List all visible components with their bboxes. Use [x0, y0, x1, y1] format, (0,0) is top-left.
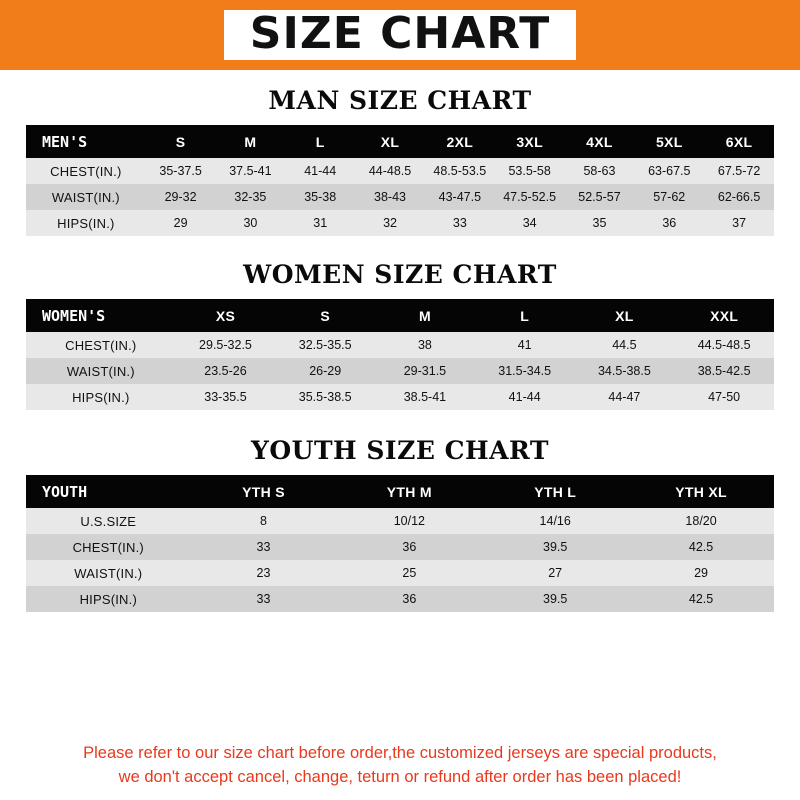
man-cell-0-3: 44-48.5: [355, 158, 425, 184]
women-col-3: L: [475, 299, 575, 332]
man-col-1: M: [215, 125, 285, 158]
table-row: [26, 358, 774, 384]
man-row-2-label: HIPS(IN.): [26, 210, 146, 236]
women-row-2-label: HIPS(IN.): [26, 384, 176, 410]
women-cell-2-1: 35.5-38.5: [275, 384, 375, 410]
women-col-5: XXL: [674, 299, 774, 332]
man-cell-0-5: 53.5-58: [495, 158, 565, 184]
women-cell-1-1: 26-29: [275, 358, 375, 384]
table-row: [26, 184, 774, 210]
women-cell-0-2: 38: [375, 332, 475, 358]
women-cell-1-3: 31.5-34.5: [475, 358, 575, 384]
youth-cell-3-0: 33: [191, 586, 337, 612]
youth-cell-0-0: 8: [191, 508, 337, 534]
youth-cell-1-0: 33: [191, 534, 337, 560]
man-col-8: 6XL: [704, 125, 774, 158]
man-cell-1-6: 52.5-57: [565, 184, 635, 210]
man-col-0: S: [146, 125, 216, 158]
youth-cell-3-1: 36: [336, 586, 482, 612]
man-section-title: MAN SIZE CHART: [268, 86, 532, 115]
man-cell-1-2: 35-38: [285, 184, 355, 210]
women-col-0: XS: [176, 299, 276, 332]
youth-cell-1-2: 39.5: [482, 534, 628, 560]
youth-col-2: YTH L: [482, 475, 628, 508]
table-row: [26, 210, 774, 236]
youth-cell-2-2: 27: [482, 560, 628, 586]
women-cell-1-4: 34.5-38.5: [575, 358, 675, 384]
youth-cell-1-3: 42.5: [628, 534, 774, 560]
table-row: [26, 384, 774, 410]
man-cell-1-8: 62-66.5: [704, 184, 774, 210]
youth-cell-0-3: 18/20: [628, 508, 774, 534]
man-cell-1-0: 29-32: [146, 184, 216, 210]
table-header-row: [26, 125, 774, 158]
women-cell-2-4: 44-47: [575, 384, 675, 410]
youth-cell-2-1: 25: [336, 560, 482, 586]
women-cell-0-5: 44.5-48.5: [674, 332, 774, 358]
youth-cell-0-1: 10/12: [336, 508, 482, 534]
youth-row-1-label: CHEST(IN.): [26, 534, 191, 560]
women-header-label: WOMEN'S: [26, 299, 176, 332]
man-cell-2-4: 33: [425, 210, 495, 236]
youth-cell-3-2: 39.5: [482, 586, 628, 612]
man-cell-1-3: 38-43: [355, 184, 425, 210]
women-section-title: WOMEN SIZE CHART: [243, 260, 557, 289]
man-cell-2-5: 34: [495, 210, 565, 236]
women-cell-1-5: 38.5-42.5: [674, 358, 774, 384]
women-col-4: XL: [575, 299, 675, 332]
man-cell-1-7: 57-62: [634, 184, 704, 210]
table-row: [26, 158, 774, 184]
man-cell-1-5: 47.5-52.5: [495, 184, 565, 210]
man-cell-0-2: 41-44: [285, 158, 355, 184]
man-cell-2-6: 35: [565, 210, 635, 236]
youth-size-table: [26, 475, 774, 612]
page-header: [0, 0, 800, 70]
man-col-5: 3XL: [495, 125, 565, 158]
youth-row-0-label: U.S.SIZE: [26, 508, 191, 534]
youth-cell-3-3: 42.5: [628, 586, 774, 612]
women-cell-1-0: 23.5-26: [176, 358, 276, 384]
footer-disclaimer: [0, 741, 800, 800]
man-cell-2-2: 31: [285, 210, 355, 236]
man-col-6: 4XL: [565, 125, 635, 158]
women-cell-0-0: 29.5-32.5: [176, 332, 276, 358]
table-row: [26, 586, 774, 612]
women-cell-2-0: 33-35.5: [176, 384, 276, 410]
man-cell-2-7: 36: [634, 210, 704, 236]
youth-cell-1-1: 36: [336, 534, 482, 560]
women-row-0-label: CHEST(IN.): [26, 332, 176, 358]
table-row: [26, 560, 774, 586]
man-header-label: MEN'S: [26, 125, 146, 158]
man-cell-0-4: 48.5-53.5: [425, 158, 495, 184]
man-row-1-label: WAIST(IN.): [26, 184, 146, 210]
header-left-block: [0, 0, 34, 70]
page-title: SIZE CHART: [224, 10, 576, 61]
women-cell-0-1: 32.5-35.5: [275, 332, 375, 358]
table-row: [26, 508, 774, 534]
footer-line-1: Please refer to our size chart before order,the customized jerseys are special products,: [83, 743, 717, 762]
youth-row-3-label: HIPS(IN.): [26, 586, 191, 612]
table-row: [26, 332, 774, 358]
youth-col-0: YTH S: [191, 475, 337, 508]
man-cell-2-8: 37: [704, 210, 774, 236]
man-cell-1-1: 32-35: [215, 184, 285, 210]
women-cell-1-2: 29-31.5: [375, 358, 475, 384]
youth-cell-2-0: 23: [191, 560, 337, 586]
man-cell-2-3: 32: [355, 210, 425, 236]
man-cell-0-7: 63-67.5: [634, 158, 704, 184]
youth-col-1: YTH M: [336, 475, 482, 508]
man-size-table: [26, 125, 774, 236]
man-cell-0-1: 37.5-41: [215, 158, 285, 184]
women-cell-2-3: 41-44: [475, 384, 575, 410]
women-cell-2-2: 38.5-41: [375, 384, 475, 410]
table-header-row: [26, 299, 774, 332]
table-row: [26, 534, 774, 560]
table-header-row: [26, 475, 774, 508]
man-col-7: 5XL: [634, 125, 704, 158]
women-cell-2-5: 47-50: [674, 384, 774, 410]
youth-cell-2-3: 29: [628, 560, 774, 586]
footer-line-2: we don't accept cancel, change, teturn or refund after order has been placed!: [118, 768, 682, 787]
header-right-block: [766, 0, 800, 70]
youth-section-title: YOUTH SIZE CHART: [251, 436, 549, 465]
women-size-table: [26, 299, 774, 410]
man-row-0-label: CHEST(IN.): [26, 158, 146, 184]
man-cell-0-0: 35-37.5: [146, 158, 216, 184]
man-col-2: L: [285, 125, 355, 158]
man-col-4: 2XL: [425, 125, 495, 158]
women-col-1: S: [275, 299, 375, 332]
man-cell-0-6: 58-63: [565, 158, 635, 184]
man-cell-1-4: 43-47.5: [425, 184, 495, 210]
women-cell-0-3: 41: [475, 332, 575, 358]
man-cell-0-8: 67.5-72: [704, 158, 774, 184]
youth-cell-0-2: 14/16: [482, 508, 628, 534]
man-cell-2-1: 30: [215, 210, 285, 236]
man-cell-2-0: 29: [146, 210, 216, 236]
women-cell-0-4: 44.5: [575, 332, 675, 358]
chart-content: [0, 70, 800, 727]
youth-row-2-label: WAIST(IN.): [26, 560, 191, 586]
women-col-2: M: [375, 299, 475, 332]
man-col-3: XL: [355, 125, 425, 158]
youth-header-label: YOUTH: [26, 475, 191, 508]
youth-col-3: YTH XL: [628, 475, 774, 508]
women-row-1-label: WAIST(IN.): [26, 358, 176, 384]
